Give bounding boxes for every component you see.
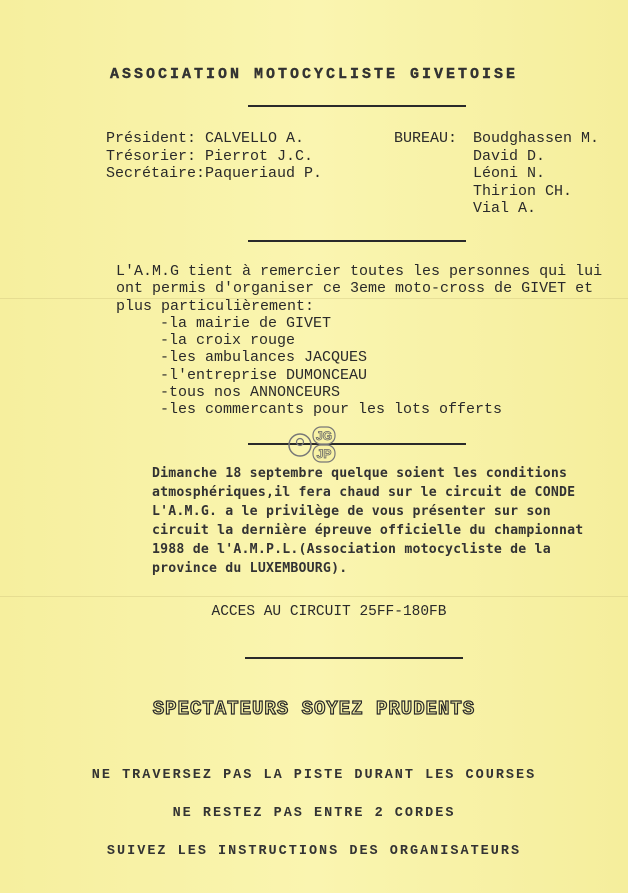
thanks-item: -tous nos ANNONCEURS — [160, 384, 341, 402]
thanks-section — [116, 263, 606, 419]
thanks-item: -l'entreprise DUMONCEAU — [160, 366, 368, 384]
bureau-member: Thirion CH. — [473, 182, 573, 200]
divider — [248, 105, 466, 107]
officer-role: Président: — [106, 130, 197, 147]
officer-name: Paqueriaud P. — [205, 165, 323, 182]
officer-name: Pierrot J.C. — [205, 147, 314, 165]
officer-name: CALVELLO A. — [205, 130, 305, 147]
watermark-stamp — [286, 423, 342, 467]
safety-instruction: NE RESTEZ PAS ENTRE 2 CORDES — [172, 806, 456, 821]
warning-title: SPECTATEURS SOYEZ PRUDENTS — [152, 698, 476, 720]
bureau-member: Boudghassen M. — [473, 130, 600, 147]
association-title: ASSOCIATION MOTOCYCLISTE GIVETOISE — [109, 66, 519, 83]
divider — [245, 657, 463, 659]
bureau-member: Léoni N. — [473, 165, 546, 182]
thanks-item: -les ambulances JACQUES — [160, 349, 368, 367]
officer-row — [106, 130, 322, 148]
officer-row — [106, 165, 322, 183]
officer-role: Secrétaire: — [106, 165, 206, 182]
paper-fold-line — [0, 596, 628, 597]
thanks-item: -les commercants pour les lots offerts — [160, 401, 503, 419]
thanks-intro: L'A.M.G tient à remercier toutes les personnes qui lui ont permis d'organiser ce 3eme moto-cross de GIVET et plus particulièrement: — [116, 263, 603, 315]
divider — [248, 240, 466, 242]
stamp-text: JG — [315, 429, 333, 443]
officer-row — [106, 148, 322, 166]
thanks-item: -la croix rouge — [160, 332, 296, 350]
bureau-member: David D. — [473, 147, 546, 165]
bureau-member: Vial A. — [473, 200, 537, 217]
event-notice: Dimanche 18 septembre quelque soient les conditions atmosphériques,il fera chaud sur le circuit de CONDE L'A.M.G. a le privilège de vous présenter sur son circuit la dernière épreuve officielle du championnat 1988 de l'A.M.P.L.(Association motocycliste de la province du LUXEMBOURG). — [152, 466, 584, 576]
thanks-list — [116, 315, 606, 419]
safety-instruction: NE TRAVERSEZ PAS LA PISTE DURANT LES COURSES — [91, 768, 537, 783]
safety-instruction: SUIVEZ LES INSTRUCTIONS DES ORGANISATEURS — [106, 844, 522, 859]
circuit-access-price: ACCES AU CIRCUIT 25FF-180FB — [211, 604, 447, 620]
stamp-text: JP — [316, 447, 332, 461]
thanks-item: -la mairie de GIVET — [160, 314, 332, 332]
officers-list — [106, 130, 322, 183]
bureau-label: BUREAU: — [394, 130, 458, 147]
divider — [248, 443, 466, 445]
officer-role: Trésorier: — [106, 147, 197, 165]
bureau-members — [473, 130, 599, 218]
